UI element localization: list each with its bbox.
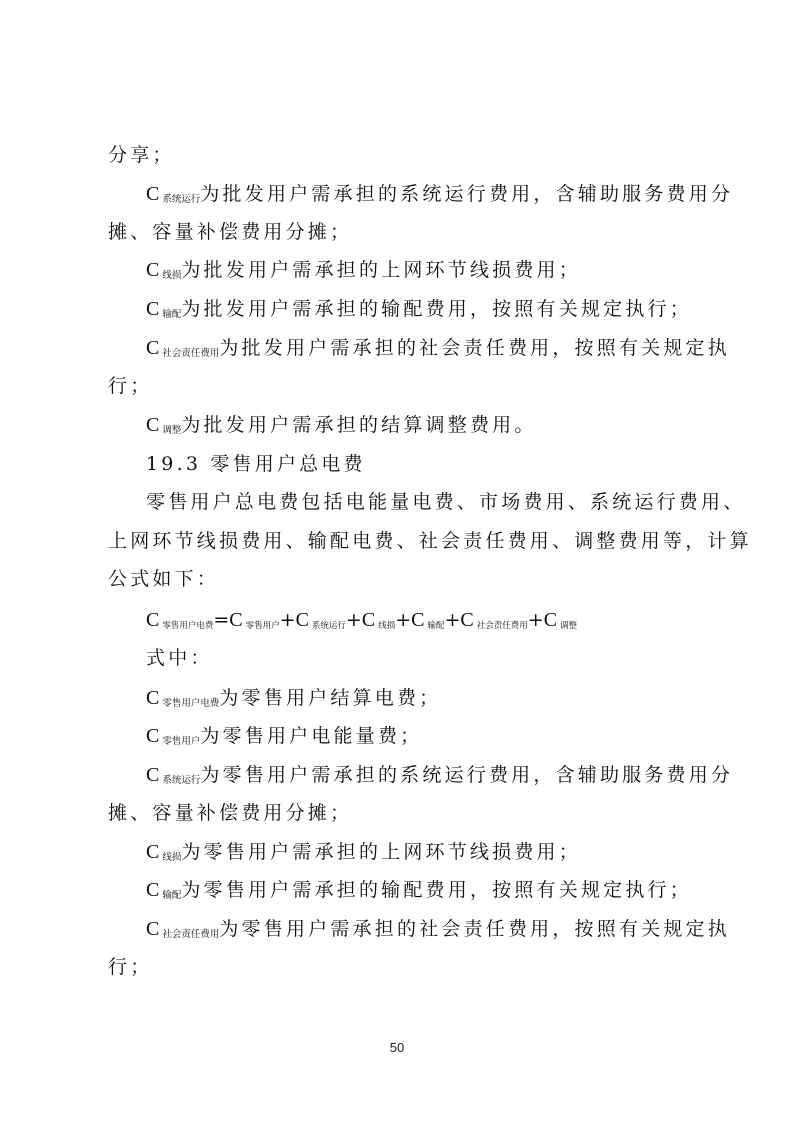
definition-text: 为零售用户电能量费； <box>200 725 423 747</box>
paragraph-line: 零售用户总电费包括电能量电费、市场费用、系统运行费用、 <box>146 491 746 513</box>
definition-text: 为零售用户需承担的输配费用，按照有关规定执行； <box>181 879 692 901</box>
variable-subscript: 调整 <box>560 621 578 631</box>
variable-symbol: C <box>361 609 376 631</box>
definition-text: 为批发用户需承担的系统运行费用，含辅助服务费用分 <box>200 183 734 205</box>
variable-subscript: 线损 <box>162 270 182 281</box>
definition-text: 为批发用户需承担的上网环节线损费用； <box>181 259 581 281</box>
variable-subscript: 社会责任费用 <box>476 621 528 631</box>
paragraph-line: 行； <box>108 956 153 978</box>
variable-subscript: 零售用户 <box>162 736 201 747</box>
definition-text: 为零售用户结算电费； <box>219 687 442 709</box>
variable-subscript: 输配 <box>427 621 445 631</box>
definition-line <box>146 763 733 793</box>
definition-text: 为零售用户需承担的系统运行费用，含辅助服务费用分 <box>200 764 734 786</box>
variable-subscript: 零售用户 <box>245 621 280 631</box>
plus-sign: + <box>527 609 544 631</box>
variable-symbol: C <box>229 609 243 631</box>
definition-line <box>146 258 581 288</box>
variable-symbol: C <box>411 609 425 631</box>
variable-subscript: 零售用户电费 <box>162 698 220 709</box>
variable-symbol: C <box>146 259 160 281</box>
definition-line <box>146 182 733 212</box>
plus-sign: + <box>395 609 412 631</box>
variable-symbol: C <box>146 337 160 359</box>
definition-line <box>146 413 537 443</box>
variable-symbol: C <box>146 687 160 709</box>
paragraph-line: 分享； <box>108 144 175 166</box>
variable-subscript: 输配 <box>162 890 182 901</box>
paragraph-line: 公式如下： <box>108 568 220 590</box>
page-number: 50 <box>389 1040 405 1055</box>
variable-symbol: C <box>146 414 160 436</box>
variable-subscript: 线损 <box>162 852 182 863</box>
definition-text: 为批发用户需承担的社会责任费用，按照有关规定执 <box>219 337 730 359</box>
variable-symbol: C <box>543 609 558 631</box>
definition-line <box>146 878 692 908</box>
paragraph-line: 上网环节线损费用、输配电费、社会责任费用、调整费用等，计算 <box>108 530 752 552</box>
plus-sign: + <box>279 609 296 631</box>
variable-symbol: C <box>146 183 160 205</box>
formula <box>146 608 577 638</box>
plus-sign: + <box>345 609 362 631</box>
equals-sign: = <box>213 609 230 631</box>
section-heading: 19.3 零售用户总电费 <box>146 453 366 475</box>
variable-subscript: 输配 <box>162 309 182 320</box>
definition-line <box>146 724 422 754</box>
variable-subscript: 社会责任费用 <box>162 929 220 940</box>
variable-subscript: 系统运行 <box>311 621 346 631</box>
paragraph-line: 摊、容量补偿费用分摊； <box>108 802 353 824</box>
definition-text: 为零售用户需承担的上网环节线损费用； <box>181 841 581 863</box>
variable-subscript: 社会责任费用 <box>162 348 220 359</box>
definition-text: 为零售用户需承担的社会责任费用，按照有关规定执 <box>219 918 730 940</box>
variable-symbol: C <box>146 609 160 631</box>
paragraph-line: 摊、容量补偿费用分摊； <box>108 221 353 243</box>
plus-sign: + <box>444 609 461 631</box>
definition-line <box>146 917 730 947</box>
definition-text: 为批发用户需承担的输配费用，按照有关规定执行； <box>181 298 692 320</box>
variable-symbol: C <box>295 609 309 631</box>
variable-subscript: 系统运行 <box>162 194 201 205</box>
variable-symbol: C <box>146 298 160 320</box>
variable-subscript: 线损 <box>378 621 396 631</box>
variable-subscript: 调整 <box>162 425 182 436</box>
variable-symbol: C <box>146 725 160 747</box>
variable-symbol: C <box>146 879 160 901</box>
paragraph-line: 式中： <box>146 647 213 669</box>
variable-subscript: 零售用户电费 <box>162 621 214 631</box>
variable-subscript: 系统运行 <box>162 775 201 786</box>
definition-line <box>146 686 441 716</box>
definition-line <box>146 297 692 327</box>
definition-text: 为批发用户需承担的结算调整费用。 <box>181 414 537 436</box>
definition-line <box>146 840 581 870</box>
variable-symbol: C <box>146 841 160 863</box>
definition-line <box>146 336 730 366</box>
variable-symbol: C <box>460 609 474 631</box>
paragraph-line: 行； <box>108 375 153 397</box>
variable-symbol: C <box>146 764 160 786</box>
variable-symbol: C <box>146 918 160 940</box>
